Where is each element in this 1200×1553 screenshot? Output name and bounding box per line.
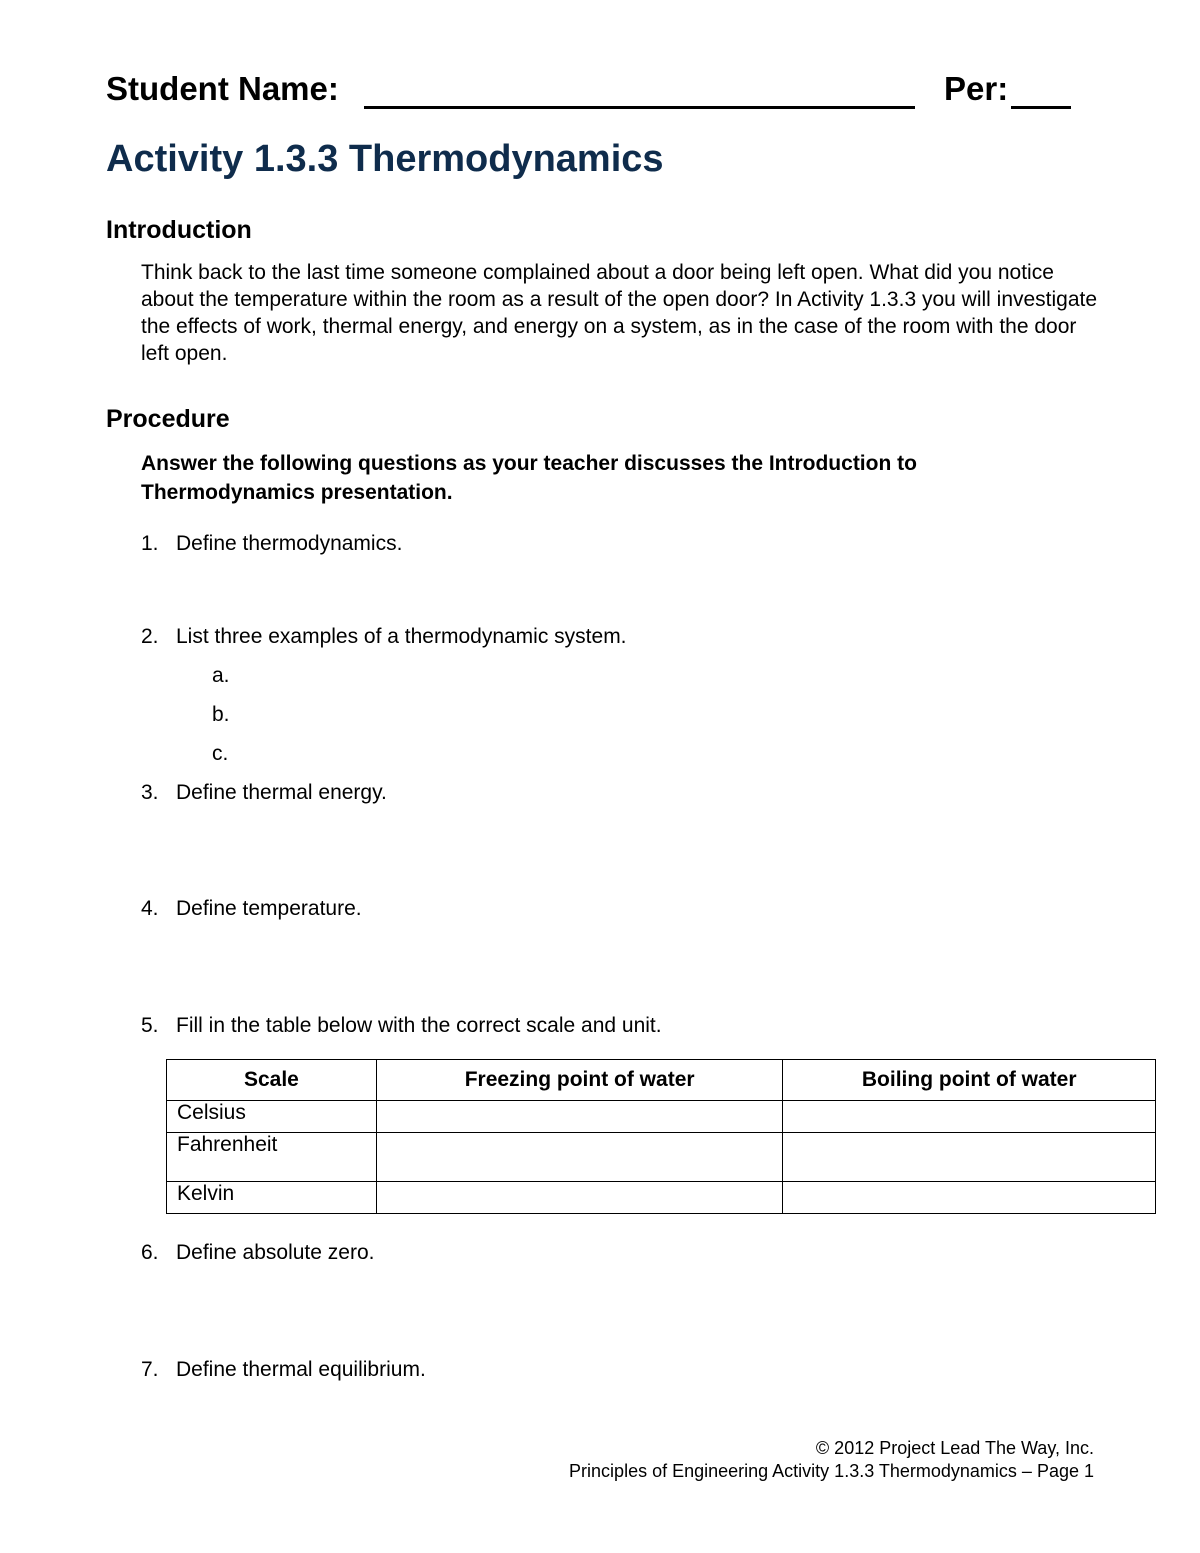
question-number: 1.: [141, 532, 159, 555]
question-2: [141, 625, 627, 649]
procedure-instructions: Answer the following questions as your teacher discusses the Introduction to Thermodynamics presentation.: [141, 452, 917, 504]
footer-page-info: Principles of Engineering Activity 1.3.3 Thermodynamics – Page 1: [569, 1461, 1094, 1481]
introduction-text: Think back to the last time someone complained about a door being left open. What did you notice about the temperature within the room as a result of the open door? In Activity 1.3.3 you will investigate the effects of work, thermal energy, and energy on a system, as in the case of the room with the door left open.: [141, 261, 1098, 365]
boiling-cell[interactable]: [783, 1101, 1156, 1133]
scale-cell: Fahrenheit: [167, 1133, 377, 1182]
question-text: List three examples of a thermodynamic system.: [176, 625, 627, 648]
scale-cell: Celsius: [167, 1101, 377, 1133]
table-header-cell: Freezing point of water: [376, 1060, 783, 1101]
table-header-cell: Boiling point of water: [783, 1060, 1156, 1101]
question-number: 2.: [141, 625, 159, 648]
question-number: 7.: [141, 1358, 159, 1381]
period-label: Per:: [944, 70, 1009, 107]
question-number: 6.: [141, 1241, 159, 1264]
question-text: Define absolute zero.: [176, 1241, 375, 1264]
procedure-heading: Procedure: [106, 405, 230, 433]
table-header-row: [167, 1060, 1156, 1101]
question-text: Define temperature.: [176, 897, 362, 920]
period-blank[interactable]: [1011, 76, 1071, 109]
freezing-cell[interactable]: [376, 1182, 783, 1214]
freezing-cell[interactable]: [376, 1133, 783, 1182]
question-1: [141, 532, 402, 556]
sub-item-a: a.: [212, 664, 230, 687]
question-6: [141, 1241, 374, 1265]
question-number: 5.: [141, 1014, 159, 1037]
question-text: Define thermodynamics.: [176, 532, 403, 555]
scale-cell: Kelvin: [167, 1182, 377, 1214]
introduction-heading: Introduction: [106, 216, 252, 244]
table-header-cell: Scale: [167, 1060, 377, 1101]
question-number: 3.: [141, 781, 159, 804]
sub-item-c: c.: [212, 742, 229, 765]
footer-copyright: © 2012 Project Lead The Way, Inc.: [815, 1438, 1094, 1458]
question-text: Fill in the table below with the correct scale and unit.: [176, 1014, 662, 1037]
boiling-cell[interactable]: [783, 1133, 1156, 1182]
table-row: [167, 1182, 1156, 1214]
page-title: Activity 1.3.3 Thermodynamics: [106, 138, 664, 180]
question-text: Define thermal energy.: [176, 781, 387, 804]
temperature-scales-table: [166, 1059, 1156, 1214]
boiling-cell[interactable]: [783, 1182, 1156, 1214]
freezing-cell[interactable]: [376, 1101, 783, 1133]
question-4: [141, 897, 362, 921]
table-row: [167, 1133, 1156, 1182]
question-number: 4.: [141, 897, 159, 920]
sub-item-b: b.: [212, 703, 230, 726]
question-3: [141, 781, 387, 805]
question-text: Define thermal equilibrium.: [176, 1358, 426, 1381]
student-name-label: Student Name:: [106, 70, 339, 107]
student-name-blank[interactable]: [364, 76, 915, 109]
question-7: [141, 1358, 426, 1382]
question-5: [141, 1014, 662, 1038]
table-row: [167, 1101, 1156, 1133]
